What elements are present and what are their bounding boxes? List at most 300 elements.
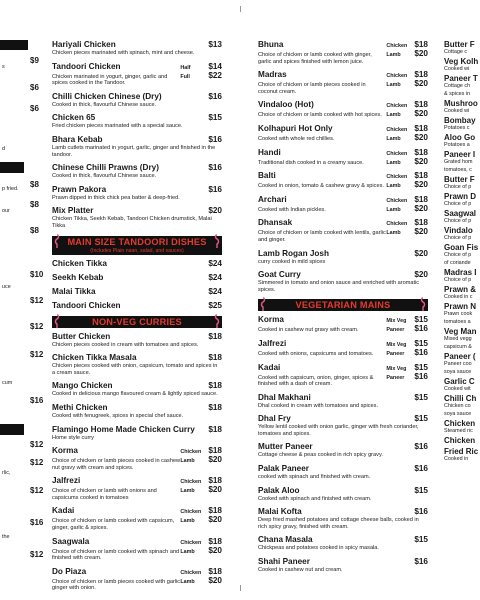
option-label: Half: [180, 64, 191, 71]
menu-item: [52, 537, 222, 562]
sliver-entry: [444, 344, 480, 350]
sliver-entry-description: Cooked wit: [444, 386, 471, 392]
sliver-entry-description: Mixed vegg: [444, 336, 472, 342]
menu-item-price: $18: [208, 353, 222, 363]
sliver-entry: [444, 394, 480, 409]
menu-item-header: [52, 135, 222, 144]
menu-item-second-line: [258, 348, 428, 358]
menu-item-header: [52, 113, 222, 122]
menu-item: [258, 393, 428, 410]
menu-item-second-line: [258, 227, 428, 243]
menu-item-name: Chicken Tikka: [52, 258, 107, 268]
menu-item-description: Chicken pieces marinated with spinach, mint and cheese.: [52, 50, 195, 56]
sliver-fragment: the: [2, 534, 10, 540]
menu-item-description: Fried chicken pieces marinated with a special sauce.: [52, 123, 183, 130]
sliver-banner: [0, 424, 24, 435]
sliver-entry: [444, 260, 480, 266]
option-label: Chicken: [386, 221, 408, 228]
menu-item-name: Chinese Chilli Prawns (Dry): [52, 163, 159, 173]
sliver-entry: [444, 91, 480, 97]
menu-item-name: Dhal Fry: [258, 414, 291, 424]
option-price: $18: [414, 100, 428, 110]
sliver-entry-name: Prawn &: [444, 285, 477, 294]
sliver-entry-name: Veg Man: [444, 327, 477, 336]
option-price: $18: [414, 40, 428, 49]
sliver-entry: [444, 116, 480, 131]
menu-item: [258, 363, 428, 388]
menu-item-header: [258, 414, 428, 423]
sliver-price: $8: [30, 200, 39, 209]
menu-item-name: Prawn Pakora: [52, 184, 107, 194]
menu-item: [52, 206, 222, 229]
sliver-fragment: cum: [2, 380, 13, 386]
menu-item-name: Madras: [258, 70, 287, 80]
menu-item-header: [52, 287, 222, 296]
menu-item-description: Cooked with onions, capsicums and tomatoes.: [258, 350, 374, 357]
menu-item-header: [52, 259, 222, 268]
option-label: Lamb: [180, 488, 195, 495]
menu-item: [258, 218, 428, 243]
menu-item: [258, 148, 428, 167]
menu-item-header: [52, 506, 222, 515]
sliver-entry-description: Steamed ric: [444, 428, 473, 434]
option-price: $18: [208, 476, 222, 486]
sliver-entry-name: Prawn D: [444, 192, 477, 201]
sliver-entry-description: soya sauce: [444, 369, 472, 375]
sliver-entry: [444, 285, 480, 300]
menu-item: [258, 249, 428, 266]
menu-item: [258, 464, 428, 481]
menu-item-description: Traditional dish cooked in a creamy sauce.: [258, 159, 364, 166]
sliver-entry-name: Fried Ric: [444, 447, 479, 456]
menu-item: [52, 62, 222, 87]
menu-item-header: [52, 567, 222, 576]
option-price: $20: [414, 156, 428, 166]
menu-item-header: [258, 70, 428, 79]
menu-item-header: [258, 100, 428, 109]
menu-item-header: [52, 537, 222, 546]
menu-item-name: Bhuna: [258, 40, 284, 49]
menu-item: [258, 535, 428, 552]
menu-item: [52, 476, 222, 501]
menu-item-name: Kolhapuri Hot Only: [258, 123, 333, 133]
sliver-price: $12: [30, 350, 44, 359]
menu-item-name: Do Piaza: [52, 566, 87, 576]
option-price: $18: [414, 194, 428, 204]
menu-item-price: $15: [208, 113, 222, 123]
sliver-entry-description: Chicken co: [444, 403, 471, 409]
option-price: $15: [414, 315, 428, 325]
menu-item-header: [258, 148, 428, 157]
menu-item: [52, 301, 222, 310]
menu-item: [52, 403, 222, 420]
option-price: $18: [208, 566, 222, 576]
menu-item: [258, 486, 428, 503]
sliver-entry-name: Saagwal: [444, 209, 477, 218]
option-label: Lamb: [180, 578, 195, 585]
menu-item: [52, 185, 222, 202]
fold-mark-bottom: [240, 585, 241, 591]
flamingo-icon: [419, 297, 426, 312]
sliver-entry: [444, 319, 480, 325]
option-label: Chicken: [386, 150, 408, 157]
menu-item-header: [258, 40, 428, 49]
sliver-entry: [444, 74, 480, 89]
option-price: $22: [208, 70, 222, 80]
menu-item-description: Choice of chicken or lamb pieces cooked with garlic ginger with onion.: [52, 578, 181, 592]
option-label: Lamb: [386, 206, 401, 213]
menu-item-second-line: [258, 133, 428, 143]
menu-item-name: Palak Paneer: [258, 464, 309, 474]
menu-item: [258, 339, 428, 358]
menu-item-second-line: [258, 109, 428, 119]
menu-item-price: $16: [208, 134, 222, 144]
menu-item-price: $25: [208, 300, 222, 310]
flamingo-icon: [213, 314, 220, 329]
sliver-entry-description: Cooked in: [444, 456, 469, 462]
menu-item: [52, 92, 222, 109]
menu-item-header: [258, 315, 428, 324]
menu-item-name: Mango Chicken: [52, 381, 113, 391]
menu-item-name: Chana Masala: [258, 535, 313, 545]
sliver-entry: [444, 99, 480, 114]
menu-item: [52, 135, 222, 158]
menu-item-second-line: [258, 180, 428, 190]
sliver-entry-description: Cottage ch: [444, 83, 471, 89]
option-label: Lamb: [386, 52, 401, 58]
sliver-fragment: p fried.: [2, 186, 19, 192]
option-label: Chicken: [386, 126, 408, 133]
sliver-entry: [444, 226, 480, 241]
sliver-entry-name: Paneer T: [444, 74, 478, 83]
option-label: Chicken: [386, 43, 408, 49]
menu-item: [52, 113, 222, 130]
flamingo-icon: [260, 297, 267, 312]
menu-item-header: [52, 40, 222, 49]
sliver-entry-description: Paneer coo: [444, 361, 472, 367]
menu-item-second-line: [258, 372, 428, 388]
option-label: Paneer: [386, 327, 405, 334]
menu-item-price: $20: [414, 248, 428, 258]
menu-item-header: [258, 218, 428, 227]
option-label: Chicken: [180, 479, 202, 486]
menu-item-name: Palak Aloo: [258, 485, 300, 495]
menu-item-price: $16: [414, 557, 428, 567]
menu-item: [258, 40, 428, 65]
option-label: Chicken: [386, 73, 408, 80]
menu-item: [258, 171, 428, 190]
option-price: $18: [208, 446, 222, 456]
option-price: $20: [208, 485, 222, 495]
option-label: Lamb: [386, 82, 401, 89]
menu-item-name: Archari: [258, 194, 287, 204]
menu-item-name: Dhal Makhani: [258, 392, 311, 402]
sliver-fragment: our: [2, 208, 10, 214]
sliver-price: $8: [30, 226, 39, 235]
menu-item-price: $13: [208, 40, 222, 49]
menu-item-second-line: [52, 485, 222, 501]
menu-item-header: [258, 535, 428, 544]
sliver-fragment: rlic,: [2, 470, 11, 476]
sliver-price: $6: [30, 104, 39, 113]
menu-item-header: [52, 301, 222, 310]
option-label: Mix Veg: [386, 365, 407, 372]
menu-item: [258, 414, 428, 437]
menu-item-description: Cottage cheese & peas cooked in rich spicy gravy.: [258, 452, 383, 459]
option-price: $16: [414, 347, 428, 357]
sliver-entry: [444, 175, 480, 190]
menu-item-second-line: [52, 546, 222, 562]
menu-item-description: Choice of chicken or lamb cooked with ginger, garlic and spices finished with lemon juice.: [258, 52, 372, 65]
menu-item-name: Flamingo Home Made Chicken Curry: [52, 424, 195, 434]
sliver-entry-description: Choice of p: [444, 184, 472, 190]
menu-item-price: $18: [208, 424, 222, 434]
option-label: Chicken: [386, 103, 408, 110]
menu-item-name: Malai Tikka: [52, 286, 96, 296]
menu-item: [258, 270, 428, 293]
sliver-banner: [0, 40, 28, 50]
option-label: Paneer: [386, 374, 405, 381]
menu-item-header: [258, 249, 428, 258]
menu-item-name: Kadai: [258, 362, 281, 372]
sliver-entry-name: Chilli Ch: [444, 394, 477, 403]
sliver-entry-description: of coriande: [444, 260, 471, 266]
menu-item: [258, 195, 428, 214]
sliver-entry: [444, 268, 480, 283]
menu-item-description: curry cooked in mild spices: [258, 258, 326, 265]
sliver-entry-description: Cooked wi: [444, 108, 470, 114]
menu-column-2: [258, 40, 428, 579]
sliver-entry: [444, 447, 480, 462]
menu-item-price: $16: [414, 442, 428, 452]
menu-item-second-line: [258, 79, 428, 95]
menu-item: [258, 507, 428, 530]
menu-item-name: Malai Kofta: [258, 507, 302, 517]
menu-item-description: Lamb cutlets marinated in yogurt, garlic, ginger and finished in the tandoor.: [52, 144, 216, 158]
option-label: Lamb: [386, 183, 401, 190]
menu-item-description: Cooked in cashew nut and cream.: [258, 567, 343, 574]
right-page-sliver: [444, 40, 480, 464]
menu-item: [52, 287, 222, 296]
sliver-entry-name: Veg Kolh: [444, 57, 479, 66]
sliver-entry-description: Choice of p: [444, 252, 472, 258]
section-title: VEGETARIAN MAINS: [295, 300, 391, 311]
menu-item-description: Dhal cooked in cream with tomatoes and spices.: [258, 402, 379, 409]
sliver-entry-description: Cottage c: [444, 49, 468, 55]
menu-item-header: [258, 442, 428, 451]
section-title: MAIN SIZE TANDOORI DISHES: [67, 236, 207, 247]
option-label: Lamb: [386, 135, 401, 142]
menu-item: [52, 332, 222, 349]
menu-item-name: Vindaloo (Hot): [258, 100, 314, 110]
menu-item-name: Mutter Paneer: [258, 442, 313, 452]
option-price: $20: [414, 227, 428, 237]
menu-item: [52, 567, 222, 592]
menu-item-header: [258, 363, 428, 372]
menu-item-description: Cooked with fenugreek, spices in special chef sauce.: [52, 412, 184, 419]
menu-item-header: [258, 557, 428, 566]
menu-item-header: [52, 92, 222, 101]
menu-item: [52, 163, 222, 180]
sliver-price: $9: [30, 56, 39, 65]
sliver-entry: [444, 167, 480, 173]
menu-item: [258, 124, 428, 143]
sliver-price: $8: [30, 180, 39, 189]
menu-item: [52, 506, 222, 531]
sliver-price: $10: [30, 270, 44, 279]
menu-item-price: $16: [208, 184, 222, 194]
menu-item-header: [52, 476, 222, 485]
option-label: Lamb: [386, 112, 401, 119]
menu-item-description: Choice of chicken or lamb cooked with lentils, garlic and ginger.: [258, 230, 386, 243]
option-price: $20: [208, 575, 222, 585]
sliver-entry-description: tomatoes a: [444, 319, 471, 325]
menu-item-second-line: [52, 455, 222, 471]
menu-item-name: Mix Platter: [52, 206, 94, 216]
menu-item-price: $18: [208, 402, 222, 412]
option-price: $18: [414, 147, 428, 157]
menu-item-header: [52, 62, 222, 71]
menu-item-price: $15: [414, 414, 428, 424]
section-banner: [52, 236, 222, 248]
sliver-entry: [444, 133, 480, 148]
option-label: Chicken: [180, 449, 202, 456]
menu-item-description: Home style curry: [52, 434, 94, 441]
menu-item-description: Chickpeas and potatoes cooked in spicy masala.: [258, 545, 379, 552]
sliver-entry: [444, 57, 480, 72]
menu-item: [52, 273, 222, 282]
menu-item-price: $15: [414, 485, 428, 495]
sliver-entry-name: Garlic C: [444, 377, 475, 386]
sliver-entry-description: & spices in: [444, 91, 471, 97]
fold-mark-top: [240, 6, 241, 12]
sliver-entry-name: Butter F: [444, 175, 475, 184]
sliver-entry-description: Choice of p: [444, 235, 472, 241]
sliver-entry-name: Paneer (: [444, 352, 476, 361]
menu-item-description: Cooked in cashew nut gravy with cream.: [258, 327, 359, 334]
menu-item-name: Hariyali Chicken: [52, 40, 116, 49]
menu-column-1: [52, 40, 222, 597]
option-label: Mix Veg: [386, 341, 407, 348]
option-label: Lamb: [386, 230, 401, 237]
option-label: Lamb: [180, 548, 195, 555]
option-price: $20: [208, 515, 222, 525]
sliver-price: $6: [30, 83, 39, 92]
sliver-entry-description: Grated hom: [444, 159, 473, 165]
sliver-entry-description: Cooked wi: [444, 66, 470, 72]
sliver-entry: [444, 352, 480, 367]
sliver-entry-description: tomatoes, c: [444, 167, 472, 173]
menu-item-name: Lamb Rogan Josh: [258, 248, 329, 258]
sliver-entry-name: Mushroo: [444, 99, 478, 108]
menu-item-price: $24: [208, 286, 222, 296]
option-price: $18: [414, 70, 428, 80]
menu-item-price: $15: [414, 535, 428, 545]
menu-item-header: [258, 270, 428, 279]
sliver-entry-description: Potatoes a: [444, 142, 470, 148]
option-label: Lamb: [180, 458, 195, 465]
sliver-entry: [444, 369, 480, 375]
section-title: NON-VEG CURRIES: [92, 316, 182, 327]
option-price: $20: [414, 203, 428, 213]
menu-item-price: $16: [208, 163, 222, 173]
menu-item-name: Seekh Kebab: [52, 272, 104, 282]
menu-item: [258, 442, 428, 459]
sliver-entry: [444, 419, 480, 434]
section-subtitle: (Includes Plain naan, salad, and sauces): [52, 248, 222, 255]
sliver-entry: [444, 192, 480, 207]
sliver-entry: [444, 302, 480, 317]
flamingo-icon: [54, 314, 61, 329]
sliver-entry-name: Goan Fis: [444, 243, 479, 252]
option-price: $18: [208, 506, 222, 516]
menu-item-price: $16: [414, 507, 428, 517]
sliver-entry: [444, 150, 480, 165]
menu-item-price: $15: [414, 392, 428, 402]
menu-item-header: [258, 339, 428, 348]
menu-item-description: Chicken pieces cooked with onion, capsicum, tomato and spices in a cream sauce.: [52, 363, 218, 376]
menu-item-header: [258, 124, 428, 133]
menu-item-description: Cooked in onion, tomato & cashew gravy & spices.: [258, 183, 384, 190]
menu-item-name: Jalfrezi: [258, 338, 287, 348]
menu-item-description: Choice of chicken or lamb cooked with capsicum, ginger, garlic & spices.: [52, 518, 175, 532]
menu-item-price: $16: [208, 91, 222, 101]
menu-item-header: [52, 446, 222, 455]
sliver-price: $12: [30, 296, 44, 305]
menu-item-name: Chicken 65: [52, 113, 96, 123]
menu-item-price: $24: [208, 272, 222, 282]
menu-item-name: Balti: [258, 171, 276, 181]
menu-item-description: Chicken pieces cooked in cream with tomatoes and spices.: [52, 341, 199, 348]
menu-item-header: [52, 353, 222, 362]
menu-item-second-line: [258, 157, 428, 167]
sliver-entry: [444, 243, 480, 258]
menu-item-header: [258, 507, 428, 516]
menu-item-description: cooked with spinach and finished with cream.: [258, 474, 371, 481]
menu-item-description: Chicken Tikka, Seekh Kebab, Tandoori Chicken drumstick, Malai Tikka: [52, 216, 212, 229]
menu-item-name: Chilli Chicken Chinese (Dry): [52, 91, 162, 101]
menu-item-header: [52, 403, 222, 412]
menu-item: [52, 259, 222, 268]
menu-item: [52, 381, 222, 398]
menu-item-second-line: [258, 49, 428, 65]
sliver-entry-description: soya sauce: [444, 411, 472, 417]
menu-item-name: Bhara Kebab: [52, 134, 103, 144]
menu-item-description: Yellow lentil cooked with onion garlic, ginger with fresh coriander, tomatoes and spices.: [258, 424, 419, 437]
sliver-entry-description: Choice of p: [444, 218, 472, 224]
option-price: $18: [414, 218, 428, 228]
menu-item-second-line: [52, 71, 222, 87]
menu-item-header: [52, 425, 222, 434]
option-price: $16: [414, 324, 428, 334]
sliver-entry-description: Choice of p: [444, 201, 472, 207]
menu-item-description: Cooked with spinach and finished with cream.: [258, 495, 372, 502]
menu-item: [258, 70, 428, 95]
option-label: Full: [180, 73, 190, 80]
menu-item-description: Cooked with Indian pickles.: [258, 206, 326, 213]
sliver-price: $12: [30, 550, 44, 559]
sliver-entry-name: Prawn N: [444, 302, 477, 311]
menu-item-header: [258, 393, 428, 402]
menu-item-name: Saagwala: [52, 536, 90, 546]
option-price: $18: [208, 536, 222, 546]
option-price: $20: [208, 545, 222, 555]
menu-item-name: Methi Chicken: [52, 402, 108, 412]
menu-item-header: [258, 464, 428, 473]
menu-item-second-line: [258, 204, 428, 214]
sliver-entry: [444, 377, 480, 392]
sliver-fragment: uce: [2, 284, 11, 290]
